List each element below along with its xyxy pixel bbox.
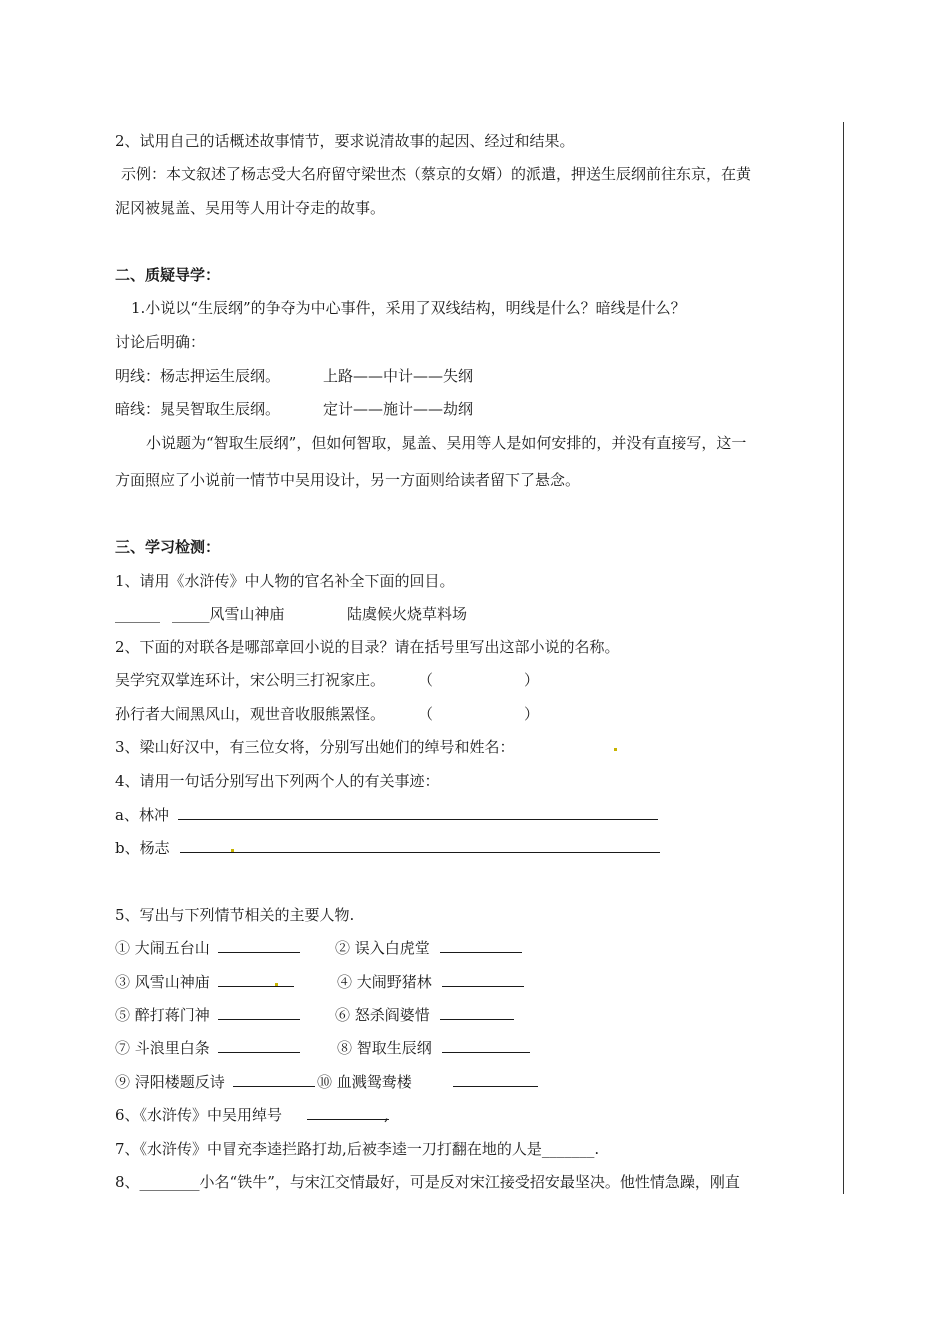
page-margin-rule [843,122,844,1194]
dark-line-steps: 定计——施计——劫纲 [323,400,474,418]
plot-left-5: ⑨ 浔阳楼题反诗 [115,1073,225,1091]
q4-b-label: b、杨志 [115,839,170,857]
q3-prompt: 3、梁山好汉中，有三位女将，分别写出她们的绰号和姓名： [115,738,515,756]
plot-right-3: ⑥ 怒杀阎婆惜 [335,1006,430,1024]
q4-a-label: a、林冲 [115,806,169,824]
plot-left-5-blank[interactable] [233,1072,315,1087]
q4-a-answer-line[interactable] [178,805,658,820]
q2-couplet2: 孙行者大闹黑风山，观世音收服熊罴怪。 [115,705,386,723]
plot-left-3: ⑤ 醉打蒋门神 [115,1006,210,1024]
q4-b-answer-line[interactable] [180,838,660,853]
plot-left-1: ① 大闹五台山 [115,939,210,957]
dark-line-label: 暗线：晁吴智取生辰纲。 [115,400,281,418]
analysis-line2: 方面照应了小说前一情节中吴用设计，另一方面则给读者留下了悬念。 [115,471,581,489]
bright-line-steps: 上路——中计——失纲 [323,367,474,385]
speck-mark [275,983,278,986]
q8-prompt: 8、________小名“铁牛”，与宋江交情最好，可是反对宋江接受招安最坚决。他性情急躁，刚直 [115,1173,740,1191]
plot-left-2: ③ 风雪山神庙 [115,973,210,991]
q6-prompt: 6、《水浒传》中吴用绰号 [115,1106,283,1124]
q1-part2: 陆虞候火烧草料场 [347,605,468,623]
speck-mark [614,748,617,751]
plot-left-1-blank[interactable] [218,938,300,953]
plot-right-5: ⑩ 血溅鸳鸯楼 [317,1073,412,1091]
q7-prompt: 7、《水浒传》中冒充李逵拦路打劫,后被李逵一刀打翻在地的人是_______. [115,1140,600,1158]
speck-mark [231,849,234,852]
section2-question: 1.小说以“生辰纲”的争夺为中心事件，采用了双线结构，明线是什么？暗线是什么？ [131,299,686,317]
plot-right-2-blank[interactable] [442,972,524,987]
q1-blank2: _____风雪山神庙 [172,605,285,623]
plot-left-4: ⑦ 斗浪里白条 [115,1039,210,1057]
q6-tail: , [384,1106,389,1124]
summary-example-line1: 示例：本文叙述了杨志受大名府留守梁世杰（蔡京的女婿）的派遣，押送生辰纲前往东京，在黄 [121,165,752,183]
section2-heading: 二、质疑导学： [115,266,221,284]
q2-paren-open-2: （ [418,705,434,723]
analysis-line1: 小说题为“智取生辰纲”，但如何智取，晁盖、吴用等人是如何安排的，并没有直接写，这一 [146,434,747,452]
q1-prompt: 1、请用《水浒传》中人物的官名补全下面的回目。 [115,572,455,590]
bright-line-label: 明线：杨志押运生辰纲。 [115,367,281,385]
plot-left-2-blank[interactable] [218,972,294,987]
q6-answer-line[interactable] [307,1105,389,1120]
q1-blank1: ______ [115,605,160,623]
plot-left-3-blank[interactable] [218,1005,300,1020]
q2-couplet1: 吴学究双掌连环计，宋公明三打祝家庄。 [115,671,386,689]
plot-right-2: ④ 大闹野猪林 [337,973,432,991]
q2-paren-open-1: （ [418,671,434,689]
plot-right-4-blank[interactable] [442,1038,530,1053]
plot-right-3-blank[interactable] [440,1005,514,1020]
q5-prompt: 5、写出与下列情节相关的主要人物. [115,906,355,924]
plot-right-5-blank[interactable] [453,1072,538,1087]
q2-prompt: 2、下面的对联各是哪部章回小说的目录？请在括号里写出这部小说的名称。 [115,638,620,656]
section3-heading: 三、学习检测： [115,538,221,556]
discussion-label: 讨论后明确： [115,333,206,351]
summary-prompt: 2、试用自己的话概述故事情节，要求说清故事的起因、经过和结果。 [115,132,575,150]
plot-right-1-blank[interactable] [440,938,522,953]
summary-example-line2: 泥冈被晁盖、吴用等人用计夺走的故事。 [115,199,386,217]
plot-right-4: ⑧ 智取生辰纲 [337,1039,432,1057]
q4-prompt: 4、请用一句话分别写出下列两个人的有关事迹： [115,772,440,790]
plot-right-1: ② 误入白虎堂 [335,939,430,957]
plot-left-4-blank[interactable] [218,1038,300,1053]
q2-paren-close-2: ） [524,705,540,723]
q2-paren-close-1: ） [524,671,540,689]
